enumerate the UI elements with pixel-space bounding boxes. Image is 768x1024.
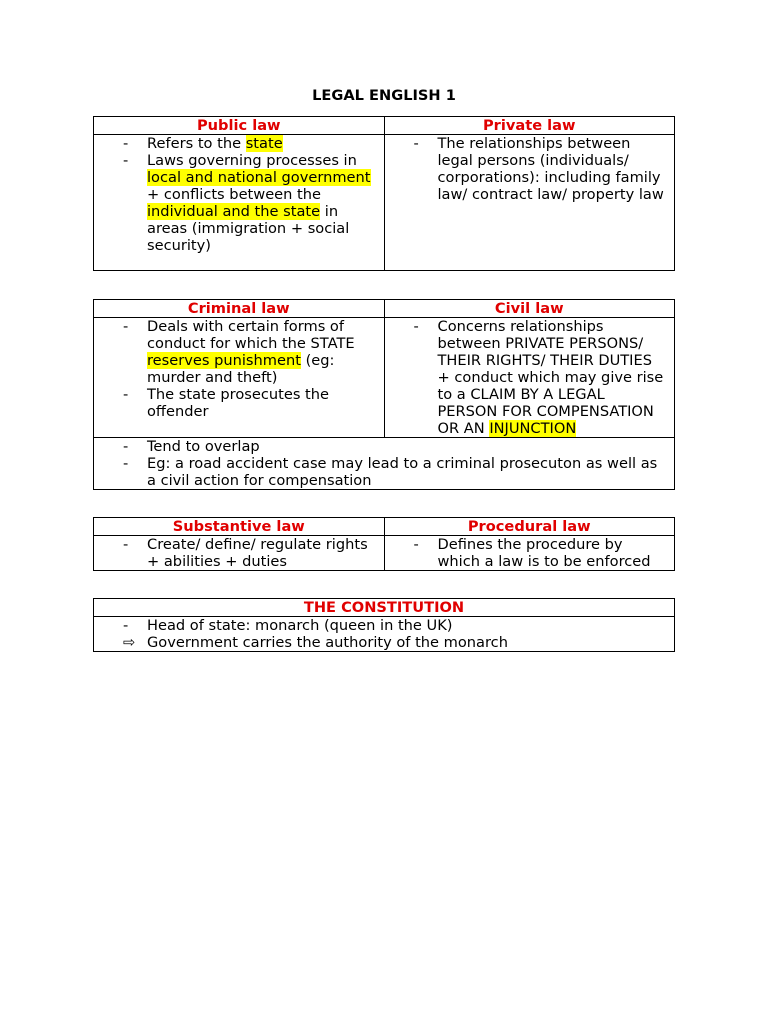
highlighted-text: local and national government <box>147 169 371 186</box>
bullet-marker: - <box>123 455 129 472</box>
substantive-law-header: Substantive law <box>94 518 385 536</box>
public-law-cell <box>94 135 385 271</box>
item-text: Defines the procedure by which a law is to be enforced <box>437 536 651 570</box>
bullet-marker: - <box>123 152 129 169</box>
civil-law-list <box>391 318 669 437</box>
list-item <box>123 135 378 152</box>
overlap-list <box>100 438 668 489</box>
constitution-list <box>100 617 668 651</box>
bullet-marker: - <box>413 318 419 335</box>
procedural-law-list <box>391 536 669 570</box>
list-item <box>413 135 669 203</box>
public-law-header: Public law <box>94 117 385 135</box>
item-text: The state prosecutes the offender <box>147 386 330 420</box>
procedural-law-cell <box>384 536 675 571</box>
criminal-law-cell <box>94 318 385 438</box>
list-item <box>123 536 378 570</box>
substantive-law-cell <box>94 536 385 571</box>
substantive-procedural-law-table <box>93 517 675 571</box>
bullet-marker: - <box>123 386 129 403</box>
criminal-law-list <box>100 318 378 420</box>
constitution-table <box>93 598 675 652</box>
list-item <box>413 318 669 437</box>
item-text: Government carries the authority of the monarch <box>147 634 508 651</box>
bullet-marker: ⇨ <box>123 634 136 651</box>
document-title: LEGAL ENGLISH 1 <box>312 87 456 104</box>
bullet-marker: - <box>123 617 129 634</box>
list-item <box>123 318 378 386</box>
list-item <box>123 438 668 455</box>
civil-law-cell <box>384 318 675 438</box>
constitution-cell <box>94 617 675 652</box>
private-law-list <box>391 135 669 203</box>
constitution-header: THE CONSTITUTION <box>94 599 675 617</box>
list-item <box>123 634 668 651</box>
item-text: Deals with certain forms of conduct for which the STATE <box>147 318 355 352</box>
public-law-list <box>100 135 378 254</box>
item-text: Concerns relationships between PRIVATE PERSONS/ THEIR RIGHTS/ THEIR DUTIES + conduct which may give rise to a CLAIM BY A LEGAL PERSON FOR COMPENSATION OR AN <box>437 318 664 437</box>
highlighted-text: reserves punishment <box>147 352 301 369</box>
criminal-civil-law-table <box>93 299 675 490</box>
highlighted-text: INJUNCTION <box>489 420 577 437</box>
bullet-marker: - <box>413 135 419 152</box>
item-text: Create/ define/ regulate rights + abilities + duties <box>147 536 368 570</box>
item-text: The relationships between legal persons (individuals/ corporations): including family law/ contract law/ property law <box>437 135 664 203</box>
civil-law-header: Civil law <box>384 300 675 318</box>
criminal-law-header: Criminal law <box>94 300 385 318</box>
item-text: Head of state: monarch (queen in the UK) <box>147 617 453 634</box>
item-text: (eg: murder and theft) <box>147 352 335 386</box>
item-text: Tend to overlap <box>147 438 260 455</box>
item-text: + conflicts between the <box>147 186 321 203</box>
list-item <box>123 455 668 489</box>
item-text: Laws governing processes in <box>147 152 357 169</box>
list-item <box>413 536 669 570</box>
overlap-cell <box>94 438 675 490</box>
public-private-law-table <box>93 116 675 271</box>
item-text: in areas (immigration + social security) <box>147 203 350 254</box>
bullet-marker: - <box>123 318 129 335</box>
bullet-marker: - <box>123 438 129 455</box>
list-item <box>123 617 668 634</box>
highlighted-text: state <box>245 135 283 152</box>
list-item <box>123 152 378 254</box>
substantive-law-list <box>100 536 378 570</box>
bullet-marker: - <box>123 536 129 553</box>
item-text: Eg: a road accident case may lead to a criminal prosecuton as well as a civil action for compensation <box>147 455 658 489</box>
private-law-cell <box>384 135 675 271</box>
item-text: Refers to the <box>147 135 246 152</box>
highlighted-text: individual and the state <box>147 203 321 220</box>
procedural-law-header: Procedural law <box>384 518 675 536</box>
private-law-header: Private law <box>384 117 675 135</box>
bullet-marker: - <box>413 536 419 553</box>
list-item <box>123 386 378 420</box>
bullet-marker: - <box>123 135 129 152</box>
